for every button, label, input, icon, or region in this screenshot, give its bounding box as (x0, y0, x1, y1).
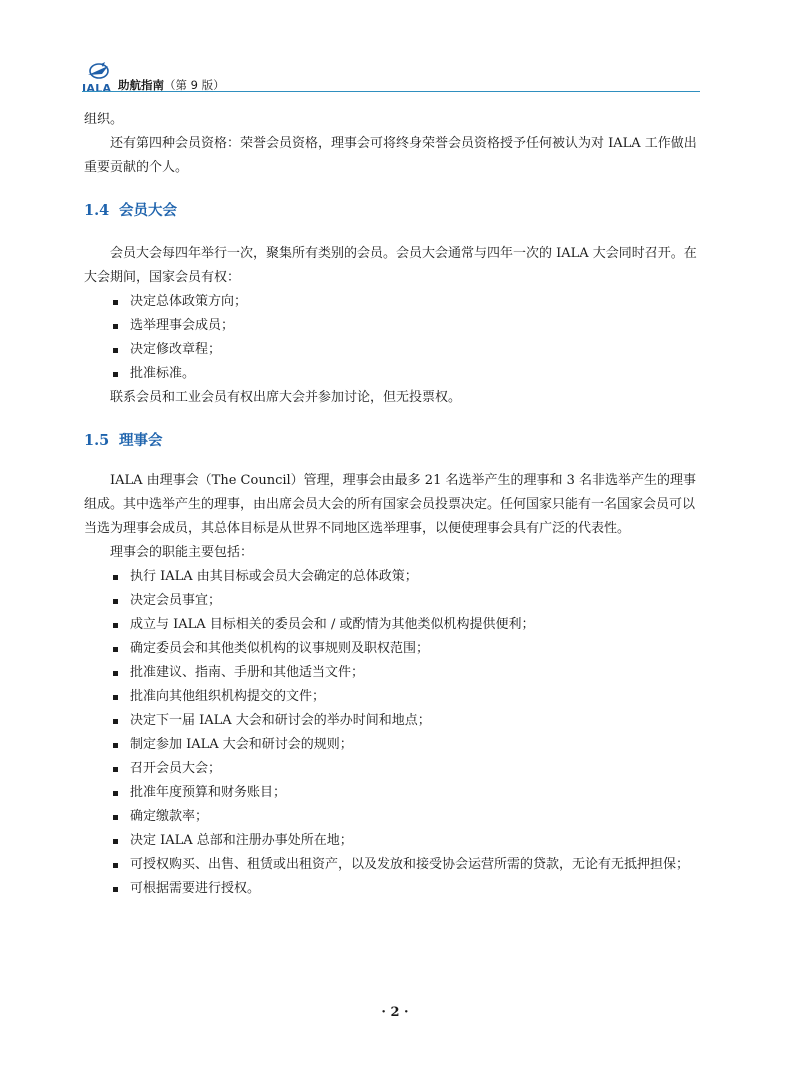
list-item-text: 批准建议、指南、手册和其他适当文件； (130, 665, 365, 680)
section-number: 1.5 (84, 432, 110, 449)
bullet-icon (113, 863, 118, 868)
paragraph-council-intro: IALA 由理事会（The Council）管理，理事会由最多 21 名选举产生的理事和 3 名非选举产生的理事组成。其中选举产生的理事，由出席会员大会的所有国家会员投票决定。任何国家只能有一名国家会员可以当选为理事会成员，其总体目标是从世界不同地区选举理事，以便使理事会具有广泛的代表性。 (84, 473, 697, 536)
list-item (84, 589, 700, 613)
page-number: · 2 · (381, 1005, 409, 1020)
list-item-text: 可授权购买、出售、租赁或出租资产，以及发放和接受协会运营所需的贷款，无论有无抵押担保； (130, 857, 690, 872)
bullet-icon (113, 815, 118, 820)
list-item (84, 733, 700, 757)
list-item-text: 决定会员事宜； (130, 593, 222, 608)
spacer (84, 410, 700, 429)
list-item (84, 314, 700, 338)
bullet-icon (113, 887, 118, 892)
list-item-text: 决定下一届 IALA 大会和研讨会的举办时间和地点； (130, 713, 431, 728)
list-item-text: 决定总体政策方向； (130, 294, 248, 309)
bullet-icon (113, 791, 118, 796)
list-item (84, 877, 700, 901)
bullet-icon (113, 575, 118, 580)
spacer (84, 453, 700, 469)
list-item-text: 执行 IALA 由其目标或会员大会确定的总体政策； (130, 569, 418, 584)
list-item (84, 829, 700, 853)
section-title: 会员大会 (119, 203, 177, 219)
section-number: 1.4 (84, 202, 110, 219)
list-item (84, 290, 700, 314)
list-item (84, 338, 700, 362)
list-item-text: 批准标准。 (130, 366, 196, 381)
section-title: 理事会 (119, 433, 163, 449)
bullet-icon (113, 839, 118, 844)
list-item-text: 批准向其他组织机构提交的文件； (130, 689, 326, 704)
paragraph-honorary-membership: 还有第四种会员资格：荣誉会员资格，理事会可将终身荣誉会员资格授予任何被认为对 IALA 工作做出重要贡献的个人。 (84, 136, 697, 175)
list-item-text: 可根据需要进行授权。 (130, 881, 261, 896)
bullet-list-assembly-rights (84, 290, 700, 386)
bullet-icon (113, 348, 118, 353)
bullet-icon (113, 767, 118, 772)
book-title: 助航指南 (118, 78, 164, 92)
list-item-text: 选举理事会成员； (130, 318, 235, 333)
spacer (84, 223, 700, 242)
section-heading-1-5 (84, 429, 700, 453)
list-item-text: 确定委员会和其他类似机构的议事规则及职权范围； (130, 641, 430, 656)
list-item-text: 成立与 IALA 目标相关的委员会和 / 或酌情为其他类似机构提供便利； (130, 617, 535, 632)
list-item (84, 757, 700, 781)
logo-text: IALA (82, 82, 112, 95)
paragraph-general-assembly-intro: 会员大会每四年举行一次，聚集所有类别的会员。会员大会通常与四年一次的 IALA 大会同时召开。在大会期间，国家会员有权： (84, 246, 697, 285)
list-item (84, 565, 700, 589)
bullet-icon (113, 324, 118, 329)
list-item-text: 确定缴款率； (130, 809, 209, 824)
list-item (84, 637, 700, 661)
bullet-icon (113, 372, 118, 377)
bullet-list-council-functions (84, 565, 700, 901)
list-item-text: 决定修改章程； (130, 342, 222, 357)
bullet-icon (113, 647, 118, 652)
list-item (84, 853, 700, 877)
list-item (84, 661, 700, 685)
list-item (84, 685, 700, 709)
bullet-icon (113, 300, 118, 305)
edition-label: （第 9 版） (164, 78, 225, 92)
page-body (84, 108, 700, 901)
spacer (84, 180, 700, 199)
bullet-icon (113, 719, 118, 724)
list-item (84, 362, 700, 386)
paragraph-council-functions-lead: 理事会的职能主要包括： (110, 545, 254, 560)
bullet-icon (113, 743, 118, 748)
bullet-icon (113, 695, 118, 700)
paragraph-continuation: 组织。 (84, 112, 124, 127)
list-item-text: 决定 IALA 总部和注册办事处所在地； (130, 833, 353, 848)
header-rule (82, 91, 700, 92)
list-item (84, 613, 700, 637)
list-item (84, 805, 700, 829)
bullet-icon (113, 623, 118, 628)
paragraph-associate-members: 联系会员和工业会员有权出席大会并参加讨论，但无投票权。 (110, 390, 462, 405)
list-item-text: 召开会员大会； (130, 761, 222, 776)
section-heading-1-4 (84, 199, 700, 223)
list-item (84, 709, 700, 733)
bullet-icon (113, 671, 118, 676)
bullet-icon (113, 599, 118, 604)
list-item-text: 批准年度预算和财务账目； (130, 785, 287, 800)
list-item (84, 781, 700, 805)
list-item-text: 制定参加 IALA 大会和研讨会的规则； (130, 737, 353, 752)
